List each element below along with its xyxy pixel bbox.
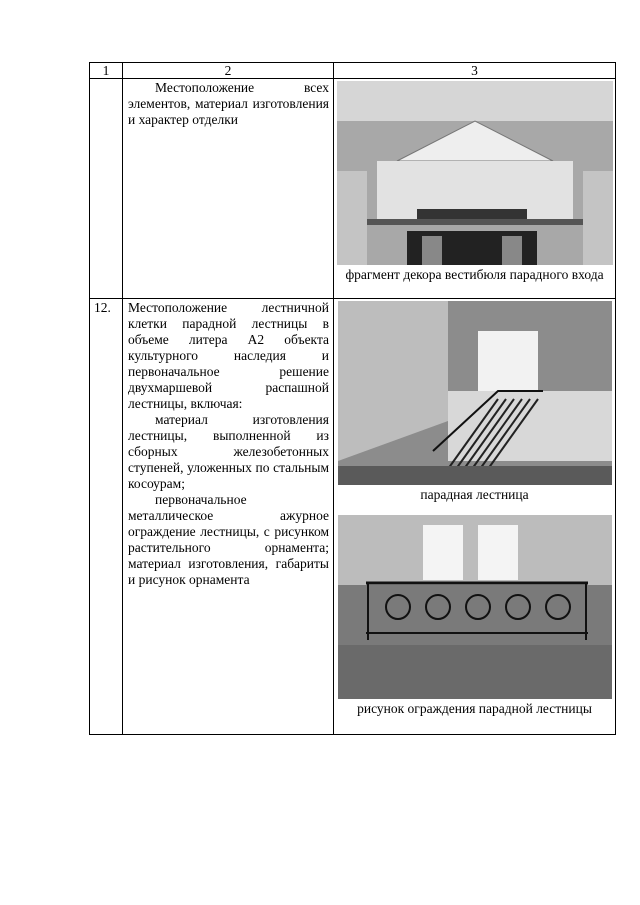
header-col-1: 1 <box>90 63 123 79</box>
staircase-photo <box>338 301 612 485</box>
row-description <box>123 299 334 735</box>
description-paragraph: материал изготовления лестницы, выполненной из сборных железобетонных ступеней, уложенных по стальным косоурам; <box>128 412 329 491</box>
row-description <box>123 79 334 299</box>
description-paragraph: Местоположение лестничной клетки парадной лестницы в объеме литера А2 объекта культурного наследия и первоначальное решение двухмаршевой распашной лестницы, включая: <box>128 300 329 411</box>
photo-caption: рисунок ограждения парадной лестницы <box>357 701 592 716</box>
table-header-row <box>90 63 616 79</box>
header-col-3: 3 <box>334 63 616 79</box>
vestibule-photo <box>337 81 613 265</box>
document-table <box>89 62 616 735</box>
table-row <box>90 299 616 735</box>
photo-cell <box>334 79 616 299</box>
header-col-2: 2 <box>123 63 334 79</box>
description-paragraph: Местоположение всех элементов, материал изготовления и характер отделки <box>128 80 329 127</box>
photo-cell <box>334 299 616 735</box>
table-row <box>90 79 616 299</box>
railing-photo <box>338 515 612 699</box>
row-number: 12. <box>90 299 123 735</box>
description-paragraph: первоначальное металлическое ажурное ограждение лестницы, с рисунком растительного орнамента; материал изготовления, габариты и рисунок орнамента <box>128 492 329 587</box>
row-number <box>90 79 123 299</box>
photo-caption: парадная лестница <box>420 487 529 502</box>
photo-caption: фрагмент декора вестибюля парадного входа <box>345 267 604 282</box>
